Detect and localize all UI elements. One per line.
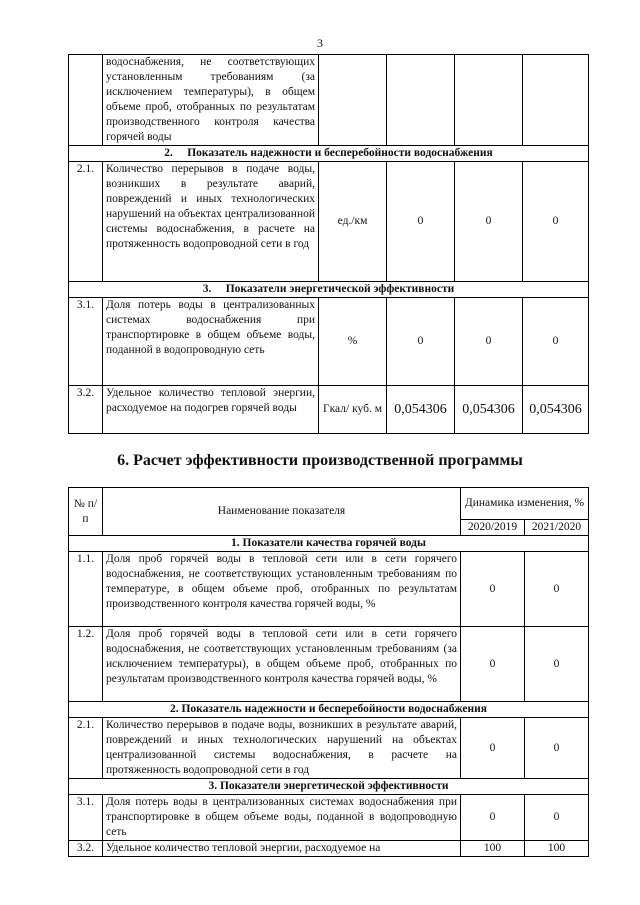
indicator-name: Удельное количество тепловой энергии, расходуемое на	[103, 841, 461, 857]
table-row	[69, 718, 589, 779]
row-number: 3.2.	[69, 386, 103, 434]
indicator-name: Доля проб горячей воды в тепловой сети или в сети горячего водоснабжения, не соответствующих установленным требованиям по температуре, в общем объеме проб, отобранных по результатам производственного контроля качества горячей воды, %	[103, 552, 461, 627]
row-number: 2.1.	[69, 718, 103, 779]
value-cell: 0	[461, 718, 525, 779]
header-dynamics: Динамика изменения, %	[461, 488, 589, 520]
value-cell	[387, 55, 455, 146]
section-row	[69, 536, 589, 552]
row-number: 1.2.	[69, 627, 103, 702]
section-row	[69, 146, 589, 162]
value-cell: 0	[387, 298, 455, 386]
table-row	[69, 55, 589, 146]
value-cell: 0	[455, 298, 523, 386]
section-title: 3. Показатели энергетической эффективности	[69, 779, 589, 795]
value-cell: 0	[525, 718, 589, 779]
value-cell: 0	[461, 552, 525, 627]
indicator-name: Количество перерывов в подаче воды, возникших в результате аварий, повреждений и иных технологических нарушений на объектах централизованной системы водоснабжения, в расчете на протяженность водопроводной сети в год	[103, 718, 461, 779]
indicator-name: Доля проб горячей воды в тепловой сети или в сети горячего водоснабжения, не соответствующих установленным требованиям (за исключением температуры), в общем объеме проб, отобранных по результатам производственного контроля качества горячей воды, %	[103, 627, 461, 702]
section-number: 2.	[164, 147, 173, 159]
value-cell: 0,054306	[387, 386, 455, 434]
value-cell: 0	[525, 795, 589, 841]
indicator-name: Удельное количество тепловой энергии, расходуемое на подогрев горячей воды	[103, 386, 319, 434]
section-title: Показатель надежности и бесперебойности водоснабжения	[187, 147, 493, 159]
value-cell: 0	[525, 552, 589, 627]
indicator-name: Доля потерь воды в централизованных системах водоснабжения при транспортировке в общем объеме воды, поданной в водопроводную сеть	[103, 795, 461, 841]
table-row	[69, 552, 589, 627]
table-row	[69, 298, 589, 386]
page-number: 3	[317, 36, 323, 50]
value-cell: 100	[525, 841, 589, 857]
section-row	[69, 282, 589, 298]
table-row	[69, 795, 589, 841]
section-row	[69, 779, 589, 795]
unit-cell: ед./км	[319, 162, 387, 282]
value-cell: 0	[523, 298, 589, 386]
row-number: 3.2.	[69, 841, 103, 857]
table-row	[69, 627, 589, 702]
section-heading: 6. Расчет эффективности производственной программы	[117, 452, 523, 469]
indicator-name: водоснабжения, не соответствующих установленным требованиям (за исключением температуры), в общем объеме проб, отобранных по результатам производственного контроля качества горячей воды	[103, 55, 319, 146]
section-title: 2. Показатель надежности и бесперебойности водоснабжения	[69, 702, 589, 718]
indicator-name: Количество перерывов в подаче воды, возникших в результате аварий, повреждений и иных технологических нарушений на объектах централизованной системы водоснабжения, в расчете на протяженность водопроводной сети в год	[103, 162, 319, 282]
value-cell: 0	[523, 162, 589, 282]
row-number: 2.1.	[69, 162, 103, 282]
value-cell: 0	[455, 162, 523, 282]
header-year: 2020/2019	[461, 520, 525, 536]
value-cell: 0	[387, 162, 455, 282]
indicators-table	[68, 54, 589, 434]
value-cell: 0,054306	[455, 386, 523, 434]
efficiency-table	[68, 487, 589, 857]
header-name: Наименование показателя	[103, 488, 461, 536]
unit-cell: %	[319, 298, 387, 386]
section-number: 3.	[202, 283, 212, 295]
table-row	[69, 386, 589, 434]
value-cell	[523, 55, 589, 146]
section-title: 1. Показатели качества горячей воды	[69, 536, 589, 552]
header-number: № п/п	[69, 488, 103, 536]
row-number: 3.1.	[69, 298, 103, 386]
header-row	[69, 488, 589, 520]
value-cell: 0	[525, 627, 589, 702]
value-cell: 0	[461, 795, 525, 841]
unit-cell: Гкал/ куб. м	[319, 386, 387, 434]
table-row	[69, 841, 589, 857]
value-cell: 0	[461, 627, 525, 702]
section-title: Показатели энергетической эффективности	[225, 283, 455, 295]
indicator-name: Доля потерь воды в централизованных системах водоснабжения при транспортировке в общем объеме воды, поданной в водопроводную сеть	[103, 298, 319, 386]
row-number	[69, 55, 103, 146]
value-cell: 100	[461, 841, 525, 857]
unit-cell	[319, 55, 387, 146]
row-number: 3.1.	[69, 795, 103, 841]
value-cell: 0,054306	[523, 386, 589, 434]
row-number: 1.1.	[69, 552, 103, 627]
table-row	[69, 162, 589, 282]
value-cell	[455, 55, 523, 146]
section-row	[69, 702, 589, 718]
header-year: 2021/2020	[525, 520, 589, 536]
